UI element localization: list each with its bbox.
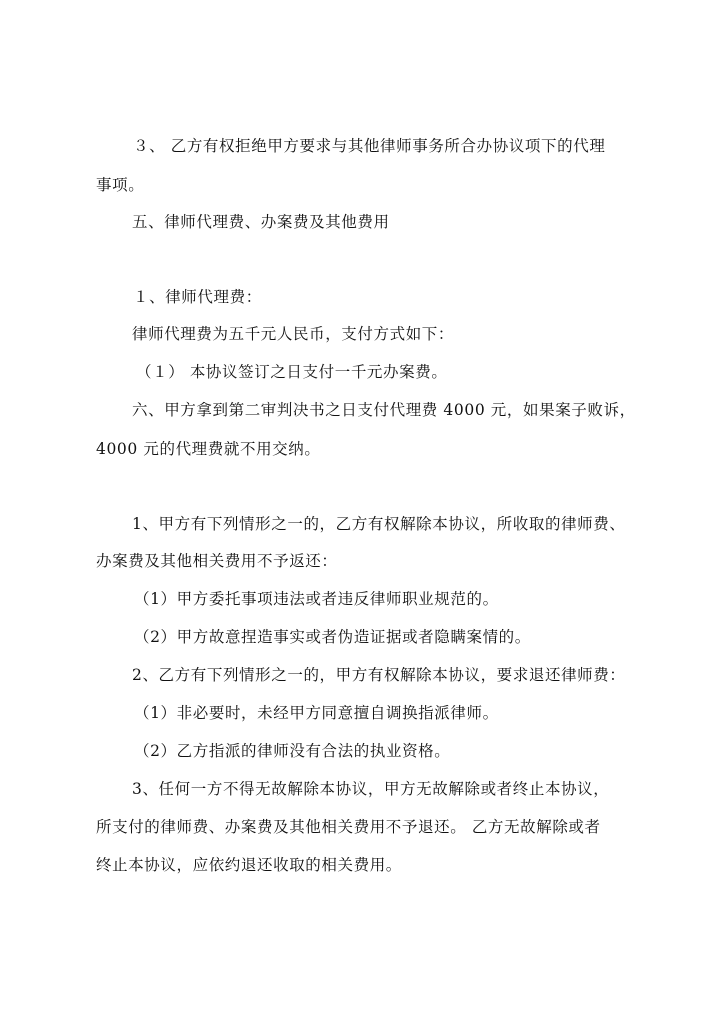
section-5-heading: 五、律师代理费、办案费及其他费用 [132,213,390,231]
fee-amount-line: 律师代理费为五千元人民币，支付方式如下： [132,325,455,343]
termination-3-line-1: 3、任何一方不得无故解除本协议，甲方无故解除或者终止本协议， [132,780,610,798]
termination-3-line-2: 所支付的律师费、办案费及其他相关费用不予退还。 乙方无故解除或者 [96,818,601,836]
termination-1-line-1: 1、甲方有下列情形之一的，乙方有权解除本协议，所收取的律师费、 [132,515,626,533]
termination-3-line-3: 终止本协议，应依约退还收取的相关费用。 [96,856,402,874]
clause-3-line-1: ３、 乙方有权拒绝甲方要求与其他律师事务所合办协议项下的代理 [133,137,606,155]
section-6-line-1: 六、甲方拿到第二审判决书之日支付代理费 4000 元，如果案子败诉， [132,401,636,419]
clause-3-line-2: 事项。 [96,176,145,194]
termination-2-line-1: 2、乙方有下列情形之一的，甲方有权解除本协议，要求退还律师费： [132,666,626,684]
fee-subheading: １、律师代理费： [133,288,262,306]
termination-1-item-2: （2）甲方故意捏造事实或者伪造证据或者隐瞒案情的。 [134,628,531,646]
termination-1-item-1: （1）甲方委托事项违法或者违反律师职业规范的。 [134,590,499,608]
fee-item-1: （１） 本协议签订之日支付一千元办案费。 [136,363,448,381]
termination-1-line-2: 办案费及其他相关费用不予返还： [96,552,338,570]
section-6-line-2: 4000 元的代理费就不用交纳。 [96,440,321,458]
termination-2-item-1: （1）非必要时，未经甲方同意擅自调换指派律师。 [134,704,499,722]
termination-2-item-2: （2）乙方指派的律师没有合法的执业资格。 [134,742,451,760]
